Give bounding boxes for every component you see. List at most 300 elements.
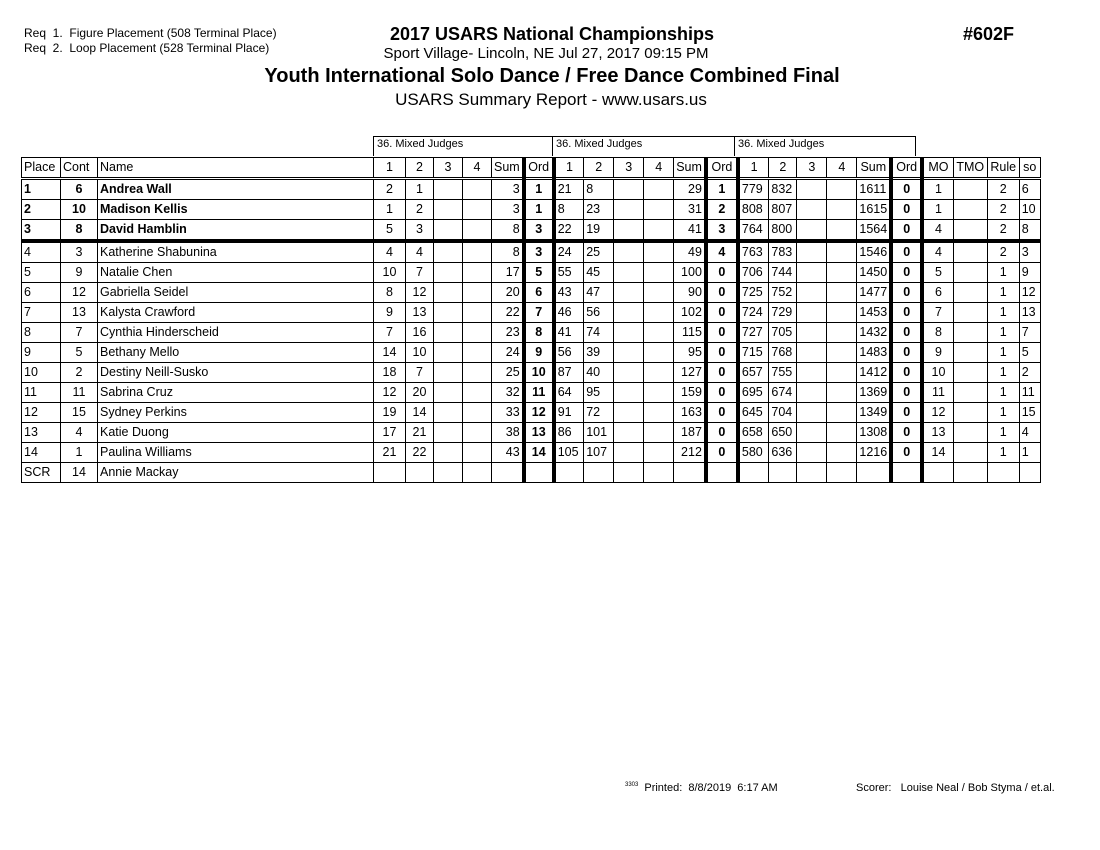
g2-judge-3-cell [614,263,644,283]
g1-judge-2-cell: 20 [406,383,434,403]
tmo-cell [953,463,987,483]
table-row [22,263,1041,283]
g2-judge-2-cell: 40 [584,363,614,383]
tmo-cell [953,220,987,242]
g2-judge-3-cell [614,200,644,220]
g2-judge-1-cell [554,463,584,483]
skater-name-cell: Gabriella Seidel [98,283,374,303]
so-cell: 4 [1019,423,1040,443]
g3-judge-3-cell [797,241,827,263]
g1-judge-1-cell: 4 [374,241,406,263]
g2-sum-cell: 90 [674,283,706,303]
g3-judge-4-cell [827,303,857,323]
g1-judge-2-cell: 12 [406,283,434,303]
g2-judge-4-cell [644,383,674,403]
g3-judge-3-cell [797,323,827,343]
col-header-g3-j4: 4 [827,158,857,179]
g3-judge-1-cell: 724 [738,303,769,323]
g2-judge-3-cell [614,383,644,403]
rule-cell: 1 [987,303,1019,323]
g1-sum-cell: 32 [492,383,524,403]
g1-judge-3-cell [434,241,463,263]
skater-name-cell: Paulina Williams [98,443,374,463]
g1-sum-cell: 25 [492,363,524,383]
g3-judge-1-cell: 764 [738,220,769,242]
judge-group-header-2: 36. Mixed Judges [552,136,735,156]
g2-judge-2-cell: 95 [584,383,614,403]
printed-info [625,782,778,794]
g2-judge-1-cell: 91 [554,403,584,423]
g2-sum-cell [674,463,706,483]
skater-name-cell: David Hamblin [98,220,374,242]
so-cell: 3 [1019,241,1040,263]
col-header-g2-j4: 4 [644,158,674,179]
g2-judge-2-cell: 45 [584,263,614,283]
rule-cell: 1 [987,383,1019,403]
g1-judge-3-cell [434,463,463,483]
col-header-cont: Cont [61,158,98,179]
g2-ord-cell: 3 [706,220,738,242]
g2-ord-cell: 0 [706,383,738,403]
g3-ord-cell: 0 [891,383,922,403]
g1-ord-cell: 7 [524,303,554,323]
g3-judge-4-cell [827,323,857,343]
g3-sum-cell: 1564 [857,220,891,242]
table-row [22,403,1041,423]
skater-name-cell: Katie Duong [98,423,374,443]
g2-judge-1-cell: 55 [554,263,584,283]
g1-judge-4-cell [463,283,492,303]
g1-judge-2-cell [406,463,434,483]
g1-ord-cell: 3 [524,220,554,242]
skater-name-cell: Kalysta Crawford [98,303,374,323]
g1-judge-4-cell [463,363,492,383]
g1-ord-cell: 3 [524,241,554,263]
contestant-number-cell: 13 [61,303,98,323]
g3-judge-2-cell: 744 [769,263,797,283]
g2-ord-cell: 0 [706,363,738,383]
g2-judge-4-cell [644,323,674,343]
contestant-number-cell: 15 [61,403,98,423]
col-header-g2-j3: 3 [614,158,644,179]
skater-name-cell: Annie Mackay [98,463,374,483]
g2-judge-3-cell [614,403,644,423]
g1-ord-cell: 10 [524,363,554,383]
table-row [22,343,1041,363]
g1-judge-3-cell [434,179,463,200]
g2-judge-4-cell [644,303,674,323]
tmo-cell [953,443,987,463]
rule-cell [987,463,1019,483]
place-cell: 2 [22,200,61,220]
g1-ord-cell: 11 [524,383,554,403]
g1-judge-1-cell: 19 [374,403,406,423]
so-cell: 13 [1019,303,1040,323]
g2-sum-cell: 127 [674,363,706,383]
g1-judge-1-cell: 5 [374,220,406,242]
g1-judge-1-cell [374,463,406,483]
g2-judge-3-cell [614,323,644,343]
tmo-cell [953,283,987,303]
g1-judge-1-cell: 8 [374,283,406,303]
tmo-cell [953,403,987,423]
col-header-g1-j4: 4 [463,158,492,179]
g2-judge-4-cell [644,179,674,200]
table-row [22,443,1041,463]
g2-judge-2-cell: 101 [584,423,614,443]
g3-judge-3-cell [797,200,827,220]
g2-judge-4-cell [644,363,674,383]
g1-judge-4-cell [463,241,492,263]
contestant-number-cell: 1 [61,443,98,463]
g1-judge-4-cell [463,200,492,220]
skater-name-cell: Andrea Wall [98,179,374,200]
g3-judge-1-cell: 695 [738,383,769,403]
g2-judge-2-cell: 8 [584,179,614,200]
col-header-g3-j2: 2 [769,158,797,179]
g1-judge-2-cell: 4 [406,241,434,263]
so-cell: 12 [1019,283,1040,303]
g2-sum-cell: 102 [674,303,706,323]
tmo-cell [953,179,987,200]
skater-name-cell: Bethany Mello [98,343,374,363]
g1-sum-cell [492,463,524,483]
g2-sum-cell: 29 [674,179,706,200]
place-cell: 6 [22,283,61,303]
skater-name-cell: Sabrina Cruz [98,383,374,403]
g3-judge-2-cell: 636 [769,443,797,463]
place-cell: SCR [22,463,61,483]
g2-judge-1-cell: 24 [554,241,584,263]
rule-cell: 1 [987,283,1019,303]
col-header-g3-sum: Sum [857,158,891,179]
g1-judge-3-cell [434,363,463,383]
g3-judge-3-cell [797,303,827,323]
g3-judge-4-cell [827,241,857,263]
col-header-g2-j1: 1 [554,158,584,179]
g3-sum-cell: 1477 [857,283,891,303]
g1-judge-4-cell [463,179,492,200]
g3-judge-4-cell [827,283,857,303]
g1-sum-cell: 8 [492,220,524,242]
g2-judge-2-cell: 19 [584,220,614,242]
mo-cell: 10 [922,363,953,383]
g1-judge-4-cell [463,343,492,363]
col-header-tmo: TMO [953,158,987,179]
g1-judge-2-cell: 13 [406,303,434,323]
g2-judge-4-cell [644,443,674,463]
so-cell: 6 [1019,179,1040,200]
g2-judge-3-cell [614,283,644,303]
g3-sum-cell: 1483 [857,343,891,363]
g1-sum-cell: 22 [492,303,524,323]
g2-judge-4-cell [644,220,674,242]
col-header-g3-j1: 1 [738,158,769,179]
report-code: 3303 [625,782,639,788]
g2-judge-1-cell: 46 [554,303,584,323]
g2-judge-1-cell: 105 [554,443,584,463]
col-header-place: Place [22,158,61,179]
g1-judge-4-cell [463,220,492,242]
g2-ord-cell: 0 [706,423,738,443]
g3-ord-cell: 0 [891,241,922,263]
skater-name-cell: Madison Kellis [98,200,374,220]
g1-judge-4-cell [463,383,492,403]
g2-ord-cell: 0 [706,343,738,363]
contestant-number-cell: 9 [61,263,98,283]
g3-sum-cell: 1412 [857,363,891,383]
g3-judge-1-cell: 657 [738,363,769,383]
g3-judge-2-cell: 704 [769,403,797,423]
g2-judge-3-cell [614,179,644,200]
place-cell: 4 [22,241,61,263]
contestant-number-cell: 3 [61,241,98,263]
place-cell: 5 [22,263,61,283]
col-header-g1-ord: Ord [524,158,554,179]
rule-cell: 1 [987,403,1019,423]
table-row [22,200,1041,220]
g1-judge-3-cell [434,220,463,242]
col-header-g1-j3: 3 [434,158,463,179]
contestant-number-cell: 12 [61,283,98,303]
col-header-g1-sum: Sum [492,158,524,179]
g3-sum-cell: 1369 [857,383,891,403]
so-cell: 11 [1019,383,1040,403]
g3-judge-4-cell [827,403,857,423]
g2-ord-cell: 1 [706,179,738,200]
tmo-cell [953,363,987,383]
mo-cell: 11 [922,383,953,403]
g1-judge-2-cell: 16 [406,323,434,343]
g2-judge-4-cell [644,463,674,483]
table-row [22,323,1041,343]
results-table [21,157,1041,483]
g3-judge-4-cell [827,383,857,403]
g3-ord-cell: 0 [891,443,922,463]
g3-judge-1-cell: 715 [738,343,769,363]
g1-judge-1-cell: 14 [374,343,406,363]
g3-judge-1-cell: 727 [738,323,769,343]
g3-sum-cell: 1546 [857,241,891,263]
skater-name-cell: Cynthia Hinderscheid [98,323,374,343]
g2-judge-3-cell [614,343,644,363]
contestant-number-cell: 2 [61,363,98,383]
g2-judge-2-cell: 25 [584,241,614,263]
requirement-2: Req 2. Loop Placement (528 Terminal Place) [24,41,270,55]
place-cell: 12 [22,403,61,423]
contestant-number-cell: 5 [61,343,98,363]
g2-judge-3-cell [614,303,644,323]
g2-judge-3-cell [614,220,644,242]
printed-timestamp: Printed: 8/8/2019 6:17 AM [644,782,778,794]
place-cell: 11 [22,383,61,403]
table-row [22,179,1041,200]
g3-sum-cell: 1308 [857,423,891,443]
g2-ord-cell: 0 [706,403,738,423]
g3-judge-2-cell: 650 [769,423,797,443]
g1-judge-3-cell [434,423,463,443]
g1-judge-3-cell [434,283,463,303]
g1-judge-2-cell: 1 [406,179,434,200]
g3-judge-3-cell [797,283,827,303]
g3-judge-2-cell: 752 [769,283,797,303]
g3-ord-cell: 0 [891,179,922,200]
g3-judge-2-cell: 800 [769,220,797,242]
g2-sum-cell: 95 [674,343,706,363]
so-cell: 10 [1019,200,1040,220]
place-cell: 8 [22,323,61,343]
g2-sum-cell: 41 [674,220,706,242]
g1-judge-1-cell: 17 [374,423,406,443]
tmo-cell [953,303,987,323]
mo-cell: 13 [922,423,953,443]
so-cell: 15 [1019,403,1040,423]
g3-ord-cell: 0 [891,283,922,303]
g2-judge-3-cell [614,363,644,383]
rule-cell: 1 [987,423,1019,443]
g1-judge-3-cell [434,443,463,463]
g2-ord-cell: 0 [706,303,738,323]
g2-sum-cell: 187 [674,423,706,443]
g3-sum-cell: 1216 [857,443,891,463]
place-cell: 3 [22,220,61,242]
g1-judge-4-cell [463,403,492,423]
g3-judge-4-cell [827,200,857,220]
mo-cell: 1 [922,179,953,200]
g1-ord-cell: 14 [524,443,554,463]
g2-sum-cell: 115 [674,323,706,343]
g2-judge-2-cell: 39 [584,343,614,363]
g2-sum-cell: 212 [674,443,706,463]
g2-judge-2-cell: 107 [584,443,614,463]
mo-cell [922,463,953,483]
table-row [22,423,1041,443]
g2-judge-1-cell: 87 [554,363,584,383]
g2-judge-4-cell [644,200,674,220]
g2-ord-cell: 2 [706,200,738,220]
g3-judge-3-cell [797,463,827,483]
col-header-g2-ord: Ord [706,158,738,179]
table-row [22,283,1041,303]
g1-sum-cell: 3 [492,179,524,200]
g3-ord-cell: 0 [891,220,922,242]
g2-ord-cell: 4 [706,241,738,263]
table-header-row [22,158,1041,179]
g2-judge-3-cell [614,463,644,483]
g3-sum-cell [857,463,891,483]
tmo-cell [953,423,987,443]
g2-judge-4-cell [644,423,674,443]
skater-name-cell: Destiny Neill-Susko [98,363,374,383]
g2-ord-cell [706,463,738,483]
g3-judge-3-cell [797,220,827,242]
g2-judge-4-cell [644,403,674,423]
g2-sum-cell: 159 [674,383,706,403]
table-row [22,220,1041,242]
so-cell: 9 [1019,263,1040,283]
g2-judge-3-cell [614,443,644,463]
g1-judge-2-cell: 2 [406,200,434,220]
g2-judge-1-cell: 86 [554,423,584,443]
g3-judge-4-cell [827,179,857,200]
place-cell: 10 [22,363,61,383]
contestant-number-cell: 6 [61,179,98,200]
g1-sum-cell: 3 [492,200,524,220]
g1-judge-4-cell [463,263,492,283]
skater-name-cell: Natalie Chen [98,263,374,283]
table-row [22,363,1041,383]
place-cell: 7 [22,303,61,323]
rule-cell: 2 [987,200,1019,220]
tmo-cell [953,343,987,363]
g3-judge-2-cell: 674 [769,383,797,403]
g2-judge-2-cell: 74 [584,323,614,343]
g3-judge-1-cell: 725 [738,283,769,303]
g3-judge-3-cell [797,179,827,200]
contestant-number-cell: 8 [61,220,98,242]
g3-judge-4-cell [827,423,857,443]
g1-judge-1-cell: 7 [374,323,406,343]
g2-sum-cell: 31 [674,200,706,220]
col-header-g3-ord: Ord [891,158,922,179]
mo-cell: 1 [922,200,953,220]
contestant-number-cell: 10 [61,200,98,220]
g3-judge-1-cell: 580 [738,443,769,463]
g3-judge-1-cell: 779 [738,179,769,200]
g3-ord-cell: 0 [891,343,922,363]
contestant-number-cell: 4 [61,423,98,443]
g1-judge-2-cell: 7 [406,263,434,283]
g2-sum-cell: 49 [674,241,706,263]
g2-judge-2-cell: 72 [584,403,614,423]
rule-cell: 1 [987,263,1019,283]
so-cell: 5 [1019,343,1040,363]
g2-judge-4-cell [644,283,674,303]
place-cell: 14 [22,443,61,463]
place-cell: 13 [22,423,61,443]
g1-judge-3-cell [434,323,463,343]
place-cell: 1 [22,179,61,200]
g3-judge-1-cell: 645 [738,403,769,423]
g3-ord-cell: 0 [891,200,922,220]
table-row [22,383,1041,403]
g1-judge-3-cell [434,263,463,283]
g1-judge-3-cell [434,200,463,220]
g3-judge-1-cell: 808 [738,200,769,220]
g1-judge-4-cell [463,323,492,343]
g1-sum-cell: 43 [492,443,524,463]
g3-sum-cell: 1611 [857,179,891,200]
g1-judge-1-cell: 1 [374,200,406,220]
g1-sum-cell: 20 [492,283,524,303]
col-header-g2-j2: 2 [584,158,614,179]
g3-judge-4-cell [827,343,857,363]
g1-ord-cell: 9 [524,343,554,363]
g2-judge-2-cell: 56 [584,303,614,323]
tmo-cell [953,263,987,283]
g3-judge-4-cell [827,220,857,242]
mo-cell: 5 [922,263,953,283]
contestant-number-cell: 14 [61,463,98,483]
g1-judge-1-cell: 10 [374,263,406,283]
event-code: #602F [963,24,1015,44]
g1-judge-2-cell: 10 [406,343,434,363]
g3-ord-cell [891,463,922,483]
g1-sum-cell: 33 [492,403,524,423]
g2-judge-2-cell: 47 [584,283,614,303]
g1-judge-1-cell: 21 [374,443,406,463]
g2-judge-1-cell: 56 [554,343,584,363]
